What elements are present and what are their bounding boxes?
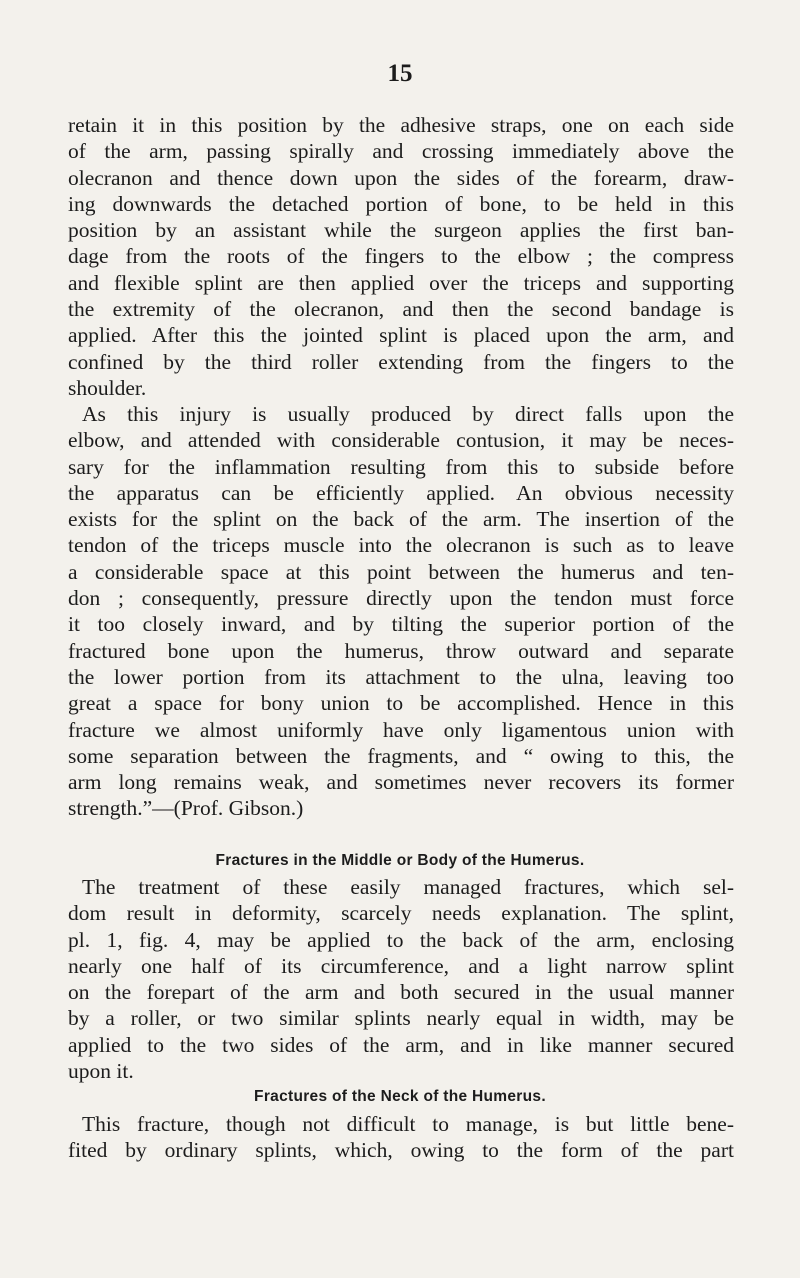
text-line: arm long remains weak, and sometimes never recovers its former: [68, 770, 734, 795]
text-line: by a roller, or two similar splints nearly equal in width, may be: [68, 1006, 734, 1031]
text-line: the lower portion from its attachment to the ulna, leaving too: [68, 664, 734, 689]
text-line: it too closely inward, and by tilting the superior portion of the: [68, 612, 734, 637]
text-line: fractured bone upon the humerus, throw outward and separate: [68, 638, 734, 663]
text-line: on the forepart of the arm and both secured in the usual manner: [68, 980, 734, 1005]
text-line: and flexible splint are then applied over the triceps and supporting: [68, 270, 734, 295]
text-line: As this injury is usually produced by direct falls upon the: [82, 402, 734, 426]
text-line: pl. 1, fig. 4, may be applied to the back of the arm, enclosing: [68, 927, 734, 952]
paragraph-middle-humerus: [68, 874, 734, 1084]
text-line: The treatment of these easily managed fractures, which sel-: [82, 875, 734, 899]
text-line: fited by ordinary splints, which, owing to the form of the part: [68, 1138, 734, 1163]
text-line: exists for the splint on the back of the arm. The insertion of the: [68, 507, 734, 532]
text-line: applied to the two sides of the arm, and in like manner secured: [68, 1032, 734, 1057]
text-line: the extremity of the olecranon, and then the second bandage is: [68, 297, 734, 322]
text-line: of the arm, passing spirally and crossing immediately above the: [68, 139, 734, 164]
text-line: olecranon and thence down upon the sides of the forearm, draw-: [68, 165, 734, 190]
text-line: elbow, and attended with considerable contusion, it may be neces-: [68, 428, 734, 453]
text-line: ing downwards the detached portion of bone, to be held in this: [68, 191, 734, 216]
text-line: a considerable space at this point between the humerus and ten-: [68, 559, 734, 584]
text-line: This fracture, though not difficult to manage, is but little bene-: [82, 1112, 734, 1136]
text-line: some separation between the fragments, and “ owing to this, the: [68, 743, 734, 768]
text-line: confined by the third roller extending from the fingers to the: [68, 349, 734, 374]
text-line: shoulder.: [68, 375, 147, 400]
section-heading-middle-humerus: Fractures in the Middle or Body of the Humerus.: [215, 852, 585, 869]
section-heading-neck-humerus: Fractures of the Neck of the Humerus.: [254, 1088, 546, 1105]
text-line: dage from the roots of the fingers to the elbow ; the compress: [68, 244, 734, 269]
text-line: nearly one half of its circumference, and a light narrow splint: [68, 953, 734, 978]
text-line: sary for the inflammation resulting from this to subside before: [68, 454, 734, 479]
text-line: tendon of the triceps muscle into the olecranon is such as to leave: [68, 533, 734, 558]
text-line: don ; consequently, pressure directly upon the tendon must force: [68, 586, 734, 611]
paragraph-neck-humerus: [68, 1111, 734, 1164]
text-line: great a space for bony union to be accomplished. Hence in this: [68, 691, 734, 716]
paragraph-olecranon-injury: [68, 401, 734, 822]
text-line: strength.”—(Prof. Gibson.): [68, 796, 304, 821]
text-line: fracture we almost uniformly have only ligamentous union with: [68, 717, 734, 742]
page-number: 15: [387, 60, 413, 87]
text-line: dom result in deformity, scarcely needs explanation. The splint,: [68, 901, 734, 926]
text-line: upon it.: [68, 1059, 134, 1084]
text-line: applied. After this the jointed splint is placed upon the arm, and: [68, 323, 734, 348]
text-line: retain it in this position by the adhesive straps, one on each side: [68, 113, 734, 137]
paragraph-continued: [68, 112, 734, 401]
text-line: the apparatus can be efficiently applied. An obvious necessity: [68, 480, 734, 505]
text-line: position by an assistant while the surgeon applies the first ban-: [68, 218, 734, 243]
